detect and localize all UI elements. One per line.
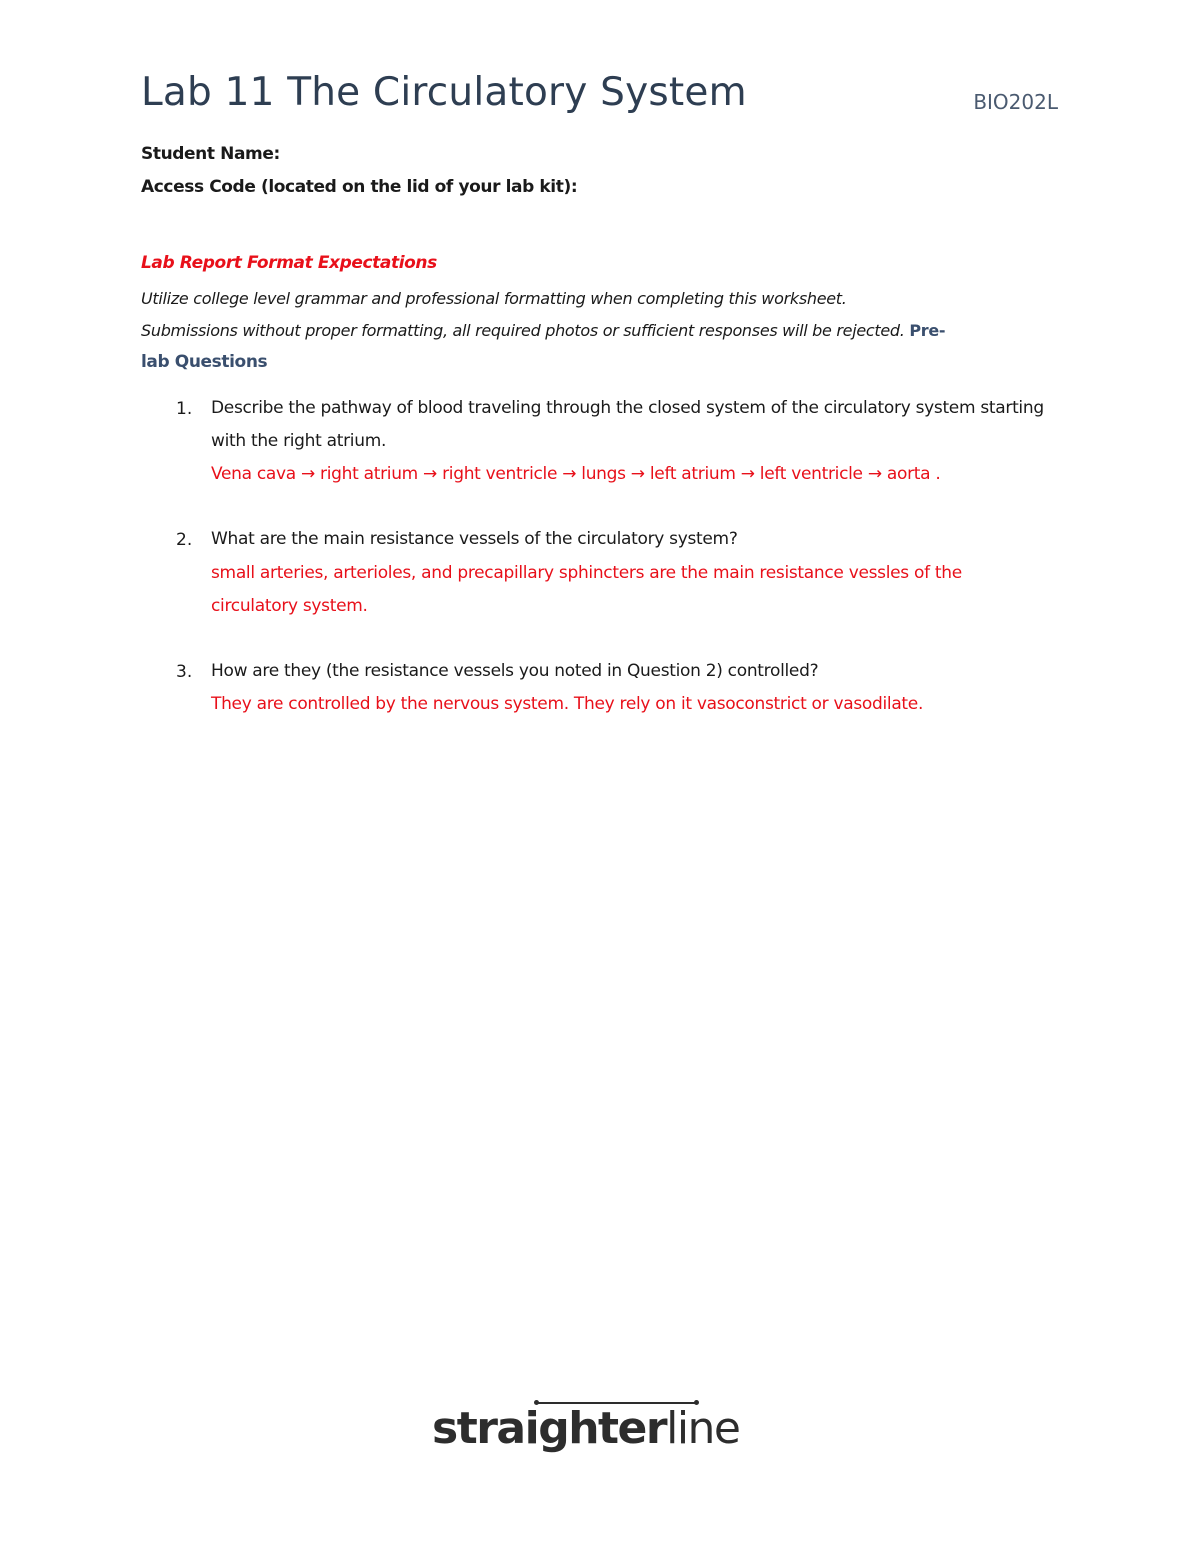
- logo-wordmark-bold: straighter: [432, 1403, 667, 1454]
- expectations-line-2-text: Submissions without proper formatting, all required photos or sufficient responses will be rejected.: [141, 321, 905, 340]
- question-2-number: 2.: [176, 530, 193, 550]
- access-code-label: Access Code (located on the lid of your lab kit):: [141, 177, 578, 197]
- question-3-answer: They are controlled by the nervous system. They rely on it vasoconstrict or vasodilate.: [211, 694, 924, 714]
- logo-wordmark: [432, 1403, 740, 1454]
- course-code: BIO202L: [973, 90, 1058, 114]
- question-2-text: What are the main resistance vessels of the circulatory system?: [211, 529, 738, 549]
- expectations-line-2: [141, 321, 945, 340]
- prelab-heading-part-1: Pre-: [909, 321, 946, 340]
- expectations-line-1: Utilize college level grammar and professional formatting when completing this worksheet.: [141, 289, 847, 308]
- question-1-answer: Vena cava → right atrium → right ventricle → lungs → left atrium → left ventricle → aorta .: [211, 464, 941, 484]
- logo-wordmark-light: line: [666, 1403, 740, 1454]
- prelab-heading-part-2: lab Questions: [141, 352, 268, 372]
- question-3-text: How are they (the resistance vessels you noted in Question 2) controlled?: [211, 661, 819, 681]
- question-1-text: Describe the pathway of blood traveling through the closed system of the circulatory system starting with the right atrium.: [211, 398, 1044, 451]
- question-3-number: 3.: [176, 662, 193, 682]
- page-title: Lab 11 The Circulatory System: [141, 70, 747, 115]
- format-expectations-heading: Lab Report Format Expectations: [141, 253, 437, 273]
- student-name-label: Student Name:: [141, 144, 280, 164]
- question-1-number: 1.: [176, 399, 193, 419]
- question-2-answer: small arteries, arterioles, and precapillary sphincters are the main resistance vessles of the circulatory system.: [211, 563, 962, 616]
